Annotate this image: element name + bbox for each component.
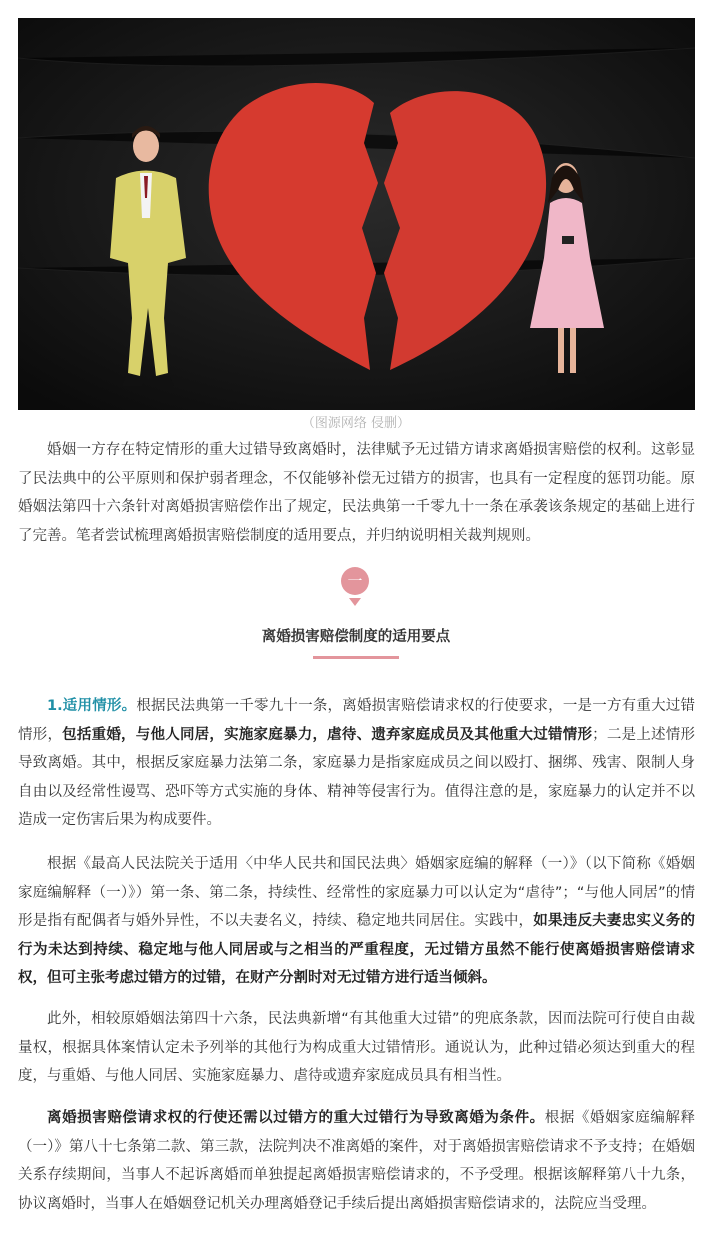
paragraph-applicable-circumstances — [18, 692, 695, 835]
paragraph-bold: 离婚损害赔偿请求权的行使还需以过错方的重大过错行为导致离婚为条件。 — [47, 1110, 545, 1126]
paragraph-text: 根据《最高人民法院关于适用〈中华人民共和国民法典〉婚姻家庭编的解释（一）》（以下简称《婚姻家庭编解释（一）》）第一条、第二条，持续性、经常性的家庭暴力可以认定为“虐待”；“与他人同居”的情形是指有配偶者与婚外异性，不以夫妻名义，持续、稳定地共同居住。实践中， — [18, 856, 695, 929]
intro-paragraph: 婚姻一方存在特定情形的重大过错导致离婚时，法律赋予无过错方请求离婚损害赔偿的权利。这彰显了民法典中的公平原则和保护弱者理念，不仅能够补偿无过错方的损害，也具有一定程度的惩罚功能。原婚姻法第四十六条针对离婚损害赔偿作出了规定，民法典第一千零九十一条在承袭该条规定的基础上进行了完善。笔者尝试梳理离婚损害赔偿制度的适用要点，并归纳说明相关裁判规则。 — [18, 442, 695, 544]
paragraph-bold: 包括重婚，与他人同居，实施家庭暴力，虐待、遗弃家庭成员及其他重大过错情形 — [62, 726, 593, 743]
paragraph-bold: 如果违反夫妻忠实义务的行为未达到持续、稳定地与他人同居或与之相当的严重程度，无过错方虽然不能行使离婚损害赔偿请求权，但可主张考虑过错方的过错，在财产分割时对无过错方进行适当倾斜。 — [18, 913, 696, 986]
section-underline — [313, 656, 399, 659]
paragraph-conditions — [18, 1104, 695, 1218]
broken-heart-illustration — [18, 18, 695, 410]
section-title: 离婚损害赔偿制度的适用要点 — [261, 629, 451, 645]
paragraph-text: ；二是上述情形导致离婚。其中，根据反家庭暴力法第二条，家庭暴力是指家庭成员之间以殴打、捆绑、残害、限制人身自由以及经常性谩骂、恐吓等方式实施的身体、精神等侵害行为。值得注意的是，家庭暴力的认定并不以造成一定伤害后果为构成要件。 — [18, 726, 696, 828]
image-caption: （图源网络 侵删） — [301, 416, 411, 431]
paragraph-text: 根据《婚姻家庭编解释（一）》第八十七条第二款、第三款，法院判决不准离婚的案件，对于离婚损害赔偿请求不予支持；在婚姻关系存续期间，当事人不起诉离婚而单独提起离婚损害赔偿请求的，不予受理。根据该解释第八十九条，协议离婚时，当事人在婚姻登记机关办理离婚登记手续后提出离婚损害赔偿请求的，法院应当受理。 — [18, 1110, 695, 1212]
hero-image — [18, 18, 695, 410]
section-arrow-icon — [349, 598, 361, 606]
paragraph-other-major-faults: 此外，相较原婚姻法第四十六条，民法典新增“有其他重大过错”的兜底条款，因而法院可行使自由裁量权，根据具体案情认定未予列举的其他行为构成重大过错情形。通说认为，此种过错必须达到重大的程度，与重婚、与他人同居、实施家庭暴力、虐待或遗弃家庭成员具有相当性。 — [18, 1011, 695, 1084]
paragraph-lead: 1.适用情形。 — [47, 698, 137, 714]
section-number-badge: 一 — [341, 567, 369, 595]
paragraph-judicial-interpretation — [18, 850, 695, 993]
paragraph-text: 根据民法典第一千零九十一条，离婚损害赔偿请求权的行使要求，一是一方有重大过错情形， — [18, 698, 695, 743]
